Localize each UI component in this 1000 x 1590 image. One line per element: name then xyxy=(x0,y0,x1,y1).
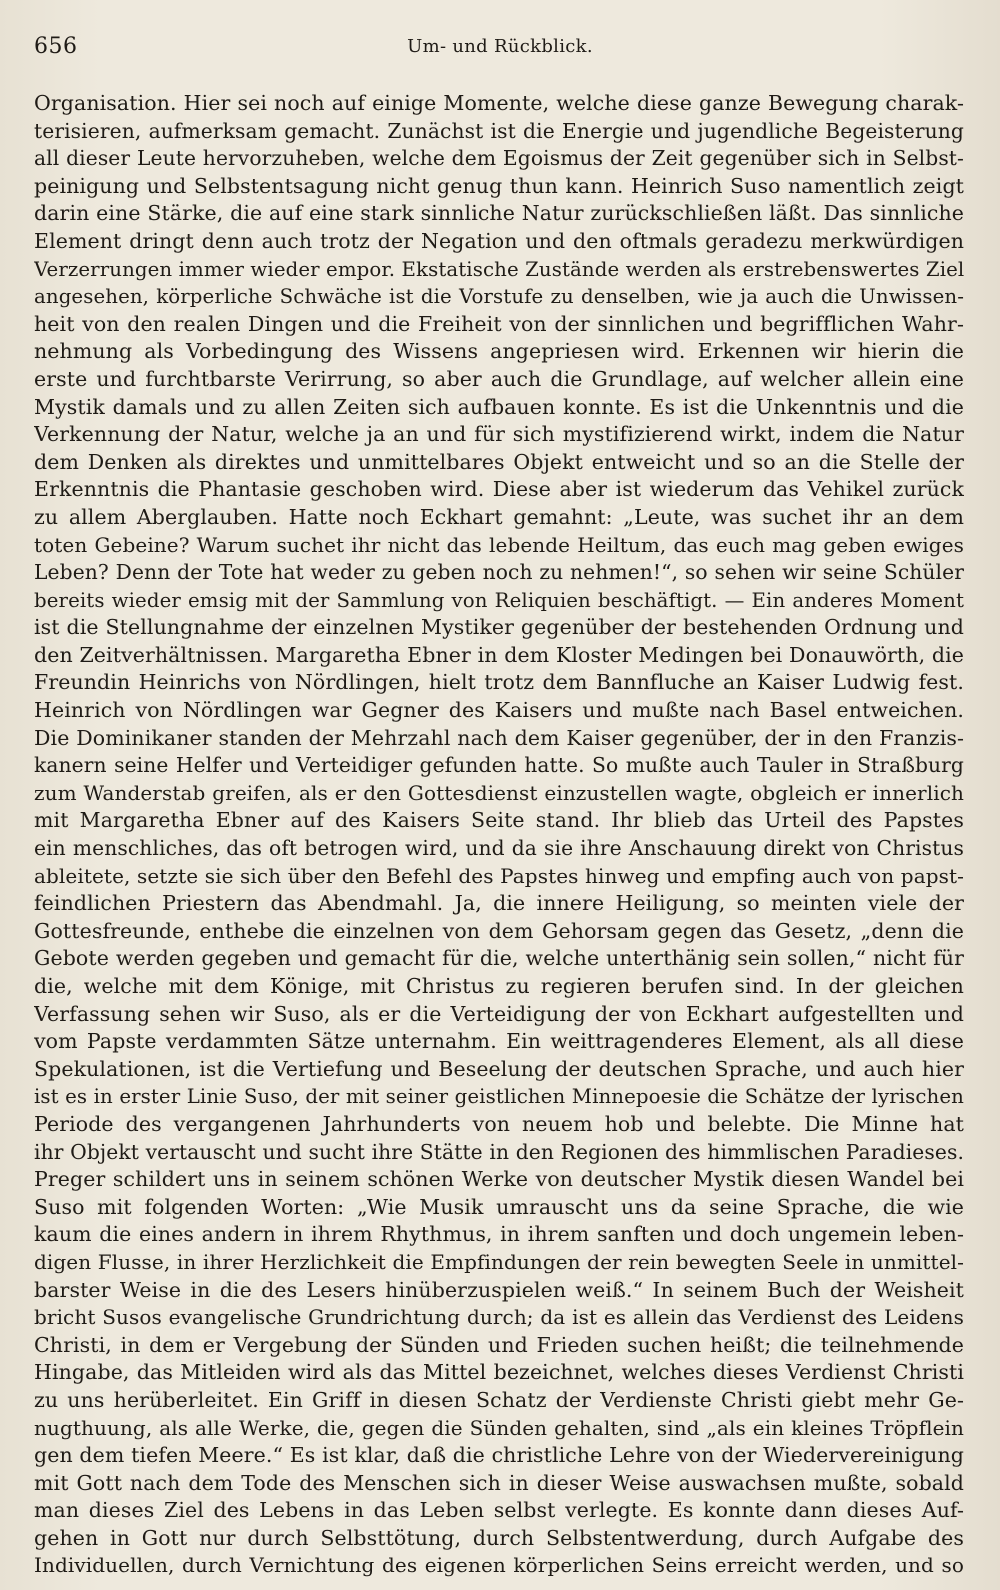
text-line: bereits wieder emsig mit der Sammlung von Reliquien beschäftigt. — Ein anderes Moment xyxy=(34,588,964,612)
text-line: zum Wanderstab greifen, als er den Gottesdienst einzustellen wagte, obgleich er innerlich xyxy=(34,780,964,805)
text-line: zu uns herüberleitet. Ein Griff in diesen Schatz der Verdienste Christi giebt mehr Ge- xyxy=(34,1387,964,1412)
running-head: Um- und Rückblick. xyxy=(407,36,593,57)
text-line: nehmung als Vorbedingung des Wissens angepriesen wird. Erkennen wir hierin die xyxy=(34,339,964,364)
text-line: Periode des vergangenen Jahrhunderts von neuem hob und belebte. Die Minne hat xyxy=(34,1111,964,1136)
text-line: kaum die eines andern in ihrem Rhythmus, in ihrem sanften und doch ungemein leben- xyxy=(34,1222,964,1247)
text-line: gen dem tiefen Meere.“ Es ist klar, daß die christliche Lehre von der Wiedervereinigung xyxy=(34,1443,964,1468)
text-line: ein menschliches, das oft betrogen wird, und da sie ihre Anschauung direkt von Christus xyxy=(34,836,964,861)
text-line: bricht Susos evangelische Grundrichtung durch; da ist es allein das Verdienst des Leidens xyxy=(34,1305,964,1330)
text-line: nugthuung, als alle Werke, die, gegen die Sünden gehalten, sind „als ein kleines Tröpflein xyxy=(34,1415,964,1440)
text-line: darin eine Stärke, die auf eine stark sinnliche Natur zurückschließen läßt. Das sinnliche xyxy=(34,201,964,226)
text-line: Verkennung der Natur, welche ja an und für sich mystifizierend wirkt, indem die Natur xyxy=(34,422,964,447)
text-line: erste und furchtbarste Verirrung, so aber auch die Grundlage, auf welcher allein eine xyxy=(34,366,964,391)
text-line: Organisation. Hier sei noch auf einige Momente, welche diese ganze Bewegung charak- xyxy=(34,91,964,115)
text-line: Gottesfreunde, enthebe die einzelnen von dem Gehorsam gegen das Gesetz, „denn die xyxy=(34,918,964,943)
text-line: Leben? Denn der Tote hat weder zu geben noch zu nehmen!“, so sehen wir seine Schüler xyxy=(34,560,964,585)
text-line: Hingabe, das Mitleiden wird als das Mittel bezeichnet, welches dieses Verdienst Christi xyxy=(34,1360,964,1385)
text-line: peinigung und Selbstentsagung nicht genug thun kann. Heinrich Suso namentlich zeigt xyxy=(34,173,964,198)
text-line: ist die Stellungnahme der einzelnen Mystiker gegenüber der bestehenden Ordnung und xyxy=(34,615,964,640)
text-line: zu allem Aberglauben. Hatte noch Eckhart gemahnt: „Leute, was suchet ihr an dem xyxy=(34,504,964,529)
text-line: Element dringt denn auch trotz der Negation und den oftmals geradezu merkwürdigen xyxy=(34,228,964,253)
text-line: den Zeitverhältnissen. Margaretha Ebner in dem Kloster Medingen bei Donauwörth, die xyxy=(34,642,964,667)
text-line: ableitete, setzte sie sich über den Befehl des Papstes hinweg und empfing auch von papst- xyxy=(34,863,964,888)
text-line: mit Gott nach dem Tode des Menschen sich in dieser Weise auswachsen mußte, sobald xyxy=(34,1470,964,1495)
text-line: Christi, in dem er Vergebung der Sünden und Frieden suchen heißt; die teilnehmende xyxy=(34,1332,964,1357)
text-line: toten Gebeine? Warum suchet ihr nicht das lebende Heiltum, das euch mag geben ewiges xyxy=(34,532,964,557)
text-line: ihr Objekt vertauscht und sucht ihre Stätte in den Regionen des himmlischen Paradieses. xyxy=(34,1139,964,1164)
body-text xyxy=(34,90,964,1580)
text-line: man dieses Ziel des Lebens in das Leben selbst verlegte. Es konnte dann dieses Auf- xyxy=(34,1498,964,1523)
text-line: digen Flusse, in ihrer Herzlichkeit die Empfindungen der rein bewegten Seele in unmittel- xyxy=(34,1249,964,1274)
text-line: dem Denken als direktes und unmittelbares Objekt entweicht und so an die Stelle der xyxy=(34,449,964,474)
text-line: Spekulationen, ist die Vertiefung und Beseelung der deutschen Sprache, und auch hier xyxy=(34,1056,964,1081)
text-line: heit von den realen Dingen und die Freiheit von der sinnlichen und begrifflichen Wahr- xyxy=(34,311,964,336)
text-line: Gebote werden gegeben und gemacht für die, welche unterthänig sein sollen,“ nicht für xyxy=(34,946,964,971)
text-line: kanern seine Helfer und Verteidiger gefunden hatte. So mußte auch Tauler in Straßburg xyxy=(34,753,964,778)
text-line: vom Papste verdammten Sätze unternahm. Ein weittragenderes Element, als all diese xyxy=(34,1029,964,1054)
text-line: Die Dominikaner standen der Mehrzahl nach dem Kaiser gegenüber, der in den Franzis- xyxy=(34,725,964,750)
page-header xyxy=(34,34,966,64)
text-line: Mystik damals und zu allen Zeiten sich aufbauen konnte. Es ist die Unkenntnis und die xyxy=(34,394,964,419)
text-line: angesehen, körperliche Schwäche ist die Vorstufe zu denselben, wie ja auch die Unwissen- xyxy=(34,285,964,309)
page-number: 656 xyxy=(34,34,78,59)
text-line: Verfassung sehen wir Suso, als er die Verteidigung der von Eckhart aufgestellten und xyxy=(34,1001,964,1026)
text-line: ist es in erster Linie Suso, der mit seiner geistlichen Minnepoesie die Schätze der lyrischen xyxy=(34,1085,964,1109)
text-line: Individuellen, durch Vernichtung des eigenen körperlichen Seins erreicht werden, und so xyxy=(34,1553,964,1578)
text-line: mit Margaretha Ebner auf des Kaisers Seite stand. Ihr blieb das Urteil des Papstes xyxy=(34,808,964,833)
text-line: Preger schildert uns in seinem schönen Werke von deutscher Mystik diesen Wandel bei xyxy=(34,1167,964,1192)
text-line: barster Weise in die des Lesers hinüberzuspielen weiß.“ In seinem Buch der Weisheit xyxy=(34,1277,964,1302)
text-line: all dieser Leute hervorzuheben, welche dem Egoismus der Zeit gegenüber sich in Selbst- xyxy=(34,146,964,171)
text-line: gehen in Gott nur durch Selbsttötung, durch Selbstentwerdung, durch Aufgabe des xyxy=(34,1525,964,1550)
text-line: terisieren, aufmerksam gemacht. Zunächst ist die Energie und jugendliche Begeisterung xyxy=(34,118,964,143)
text-line: Freundin Heinrichs von Nördlingen, hielt trotz dem Bannfluche an Kaiser Ludwig fest. xyxy=(34,670,964,695)
text-line: Verzerrungen immer wieder empor. Ekstatische Zustände werden als erstrebenswertes Ziel xyxy=(34,257,964,281)
text-line: feindlichen Priestern das Abendmahl. Ja, die innere Heiligung, so meinten viele der xyxy=(34,891,964,916)
text-line: Suso mit folgenden Worten: „Wie Musik umrauscht uns da seine Sprache, die wie xyxy=(34,1194,964,1219)
text-line: Erkenntnis die Phantasie geschoben wird. Diese aber ist wiederum das Vehikel zurück xyxy=(34,477,964,502)
text-line: Heinrich von Nördlingen war Gegner des Kaisers und mußte nach Basel entweichen. xyxy=(34,698,964,723)
text-line: die, welche mit dem Könige, mit Christus zu regieren berufen sind. In der gleichen xyxy=(34,974,964,998)
